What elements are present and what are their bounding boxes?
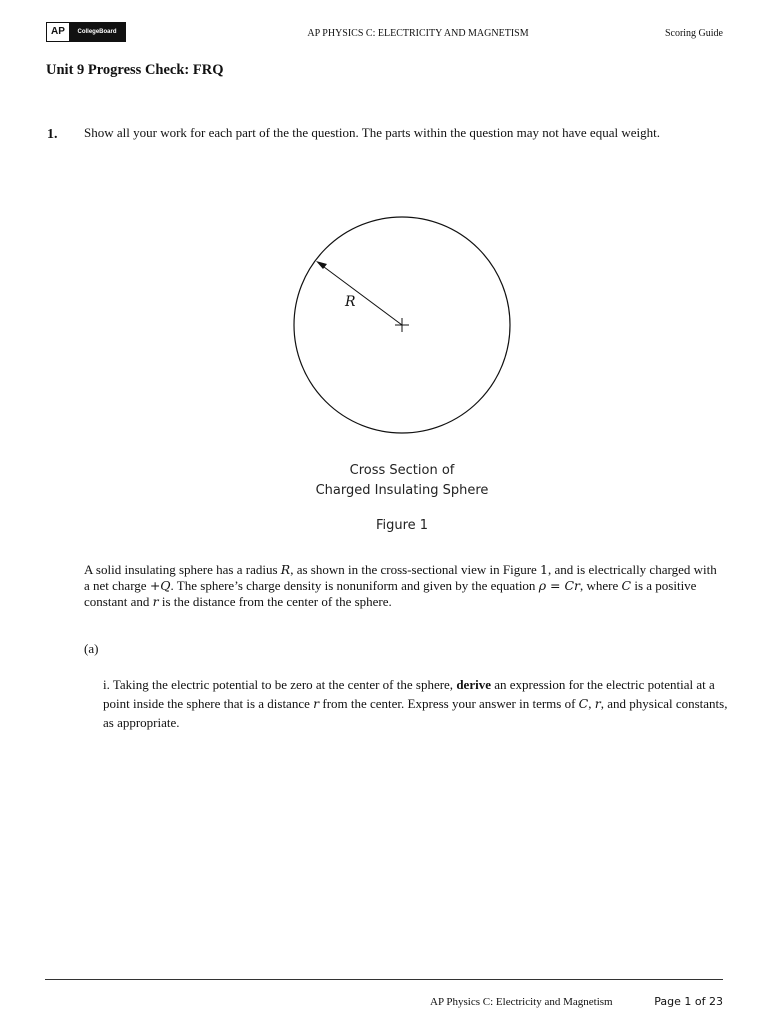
var-Q: +Q (149, 578, 171, 593)
figure-label: Figure 1 (375, 518, 429, 533)
header-scoring-guide: Scoring Guide (664, 28, 723, 39)
footer-course-name: AP Physics C: Electricity and Magnetism (430, 996, 613, 1008)
sphere-figure (270, 200, 530, 450)
question-number: 1. (47, 127, 58, 142)
question-instructions: Show all your work for each part of the the question. The parts within the question may not have equal weight. (84, 125, 660, 140)
var-C: C (621, 578, 632, 593)
var-R: R (280, 562, 291, 577)
var-r: r (313, 696, 320, 711)
radius-line (320, 264, 402, 325)
figure-caption-line2: Charged Insulating Sphere (315, 483, 489, 498)
logo-brand-text: CollegeBoard (69, 23, 125, 41)
charge-density-equation: ρ = Cr (538, 578, 580, 593)
part-a-label: (a) (84, 641, 99, 656)
derive-keyword: derive (456, 677, 491, 692)
footer-divider (45, 979, 723, 980)
radius-label: R (345, 294, 356, 310)
var-r: r (594, 696, 601, 711)
part-a-i-prompt: i. Taking the electric potential to be zero at the center of the sphere, derive an expression for the electric potential at a point inside the sphere that is a distance r from the center. Express your answer in terms of C, r, and physical constants, as appropriate. (103, 677, 728, 730)
header-course-title: AP PHYSICS C: ELECTRICITY AND MAGNETISM (307, 28, 529, 39)
footer-page-number: Page 1 of 23 (654, 995, 723, 1008)
figure-caption-line1: Cross Section of (349, 463, 455, 478)
page-title: Unit 9 Progress Check: FRQ (46, 62, 224, 78)
logo-ap-text: AP (47, 23, 69, 41)
problem-statement: A solid insulating sphere has a radius R, as shown in the cross-sectional view in Figure 1, and is electrically charged with a net charge +Q. The sphere’s charge density is nonuniform and given by the equation ρ = Cr, where C is a positive constant and r is the distance from the center of the sphere. (84, 562, 717, 609)
var-C: C (578, 696, 589, 711)
figure-number: 1 (540, 562, 548, 577)
var-r: r (152, 594, 159, 609)
